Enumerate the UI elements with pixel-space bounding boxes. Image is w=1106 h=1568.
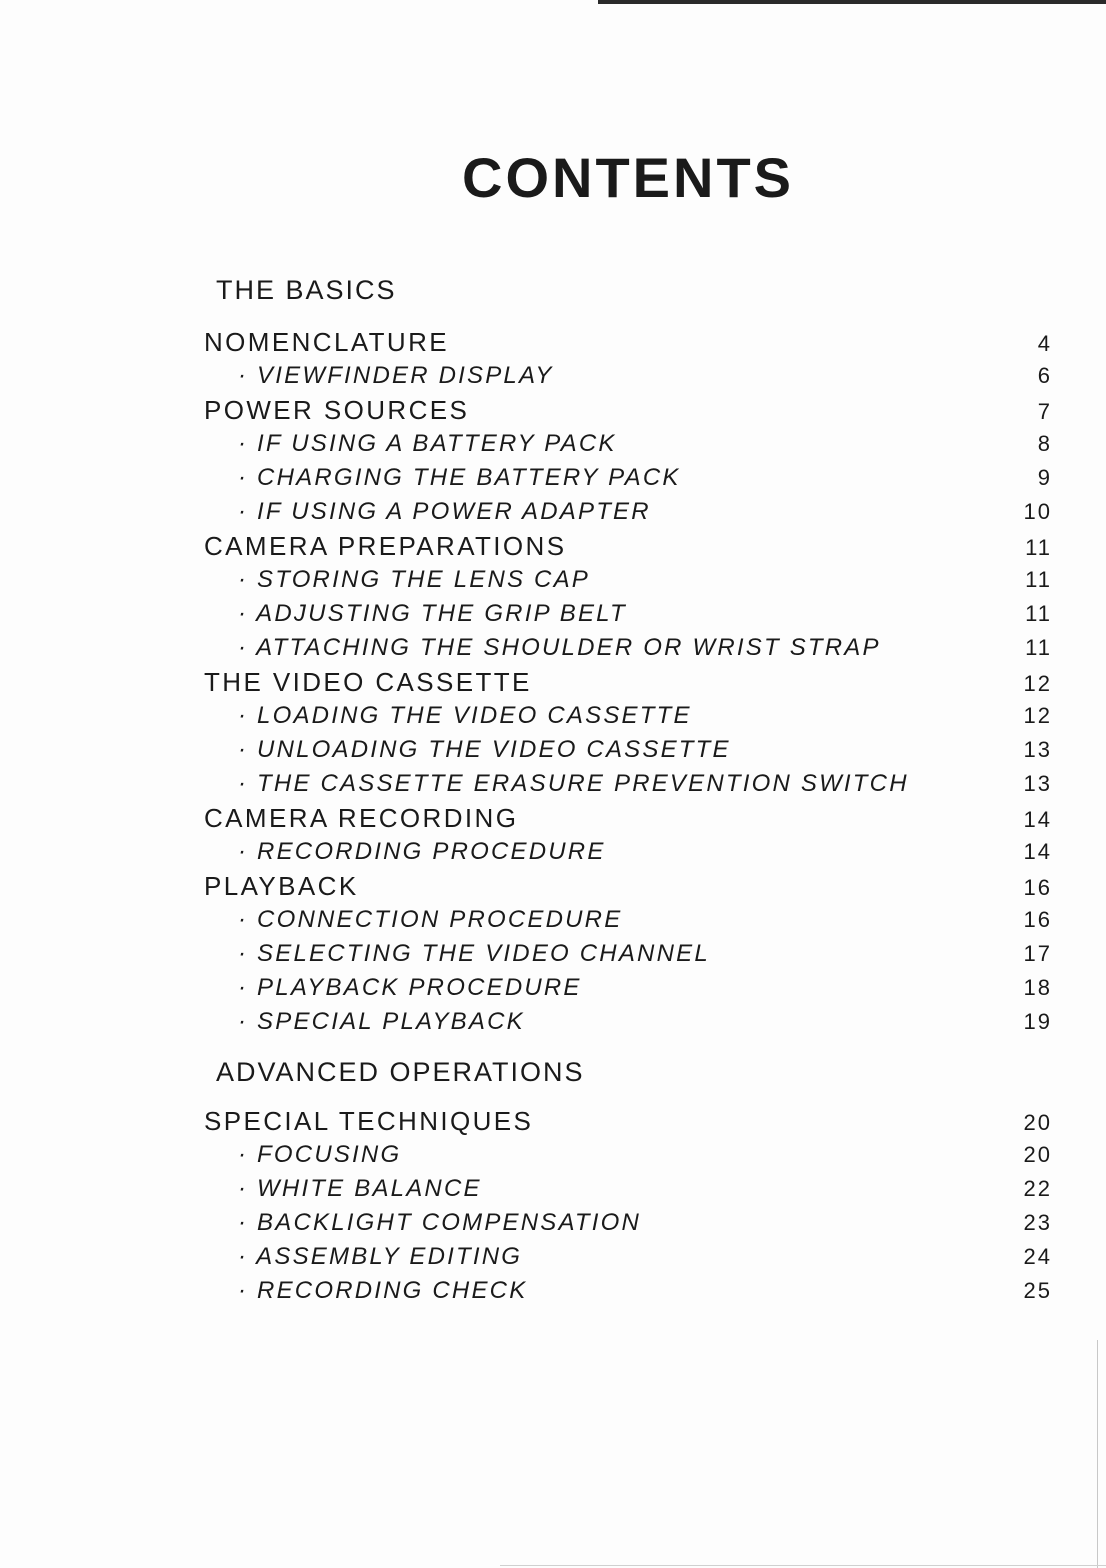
toc-subentry — [204, 427, 1052, 461]
entry-title: · STORING THE LENS CAP — [238, 566, 591, 593]
entry-title: · FOCUSING — [238, 1141, 402, 1168]
page-number: 13 — [1023, 771, 1052, 796]
right-edge-rule — [1097, 1340, 1098, 1568]
toc-subentry — [204, 359, 1052, 393]
page-number: 11 — [1025, 635, 1052, 660]
toc-subentry — [204, 733, 1052, 767]
toc-subentry — [204, 563, 1052, 597]
page-number: 11 — [1025, 601, 1052, 626]
page-number: 4 — [1037, 331, 1052, 356]
toc-subentry — [204, 1206, 1052, 1240]
page-number: 7 — [1037, 399, 1052, 424]
toc-subentry — [204, 767, 1052, 801]
page-number: 16 — [1023, 907, 1052, 932]
entry-title: · WHITE BALANCE — [238, 1175, 482, 1202]
entry-title: · CONNECTION PROCEDURE — [238, 906, 623, 933]
page-number: 13 — [1023, 737, 1052, 762]
page-number: 22 — [1023, 1176, 1052, 1201]
entry-title: · ADJUSTING THE GRIP BELT — [238, 600, 627, 627]
entry-title: CAMERA RECORDING — [204, 803, 519, 833]
page-number: 12 — [1023, 703, 1052, 728]
toc-subentry — [204, 971, 1052, 1005]
section-heading: ADVANCED OPERATIONS — [216, 1057, 585, 1087]
toc-subentry — [204, 495, 1052, 529]
entry-title: · THE CASSETTE ERASURE PREVENTION SWITCH — [238, 770, 909, 797]
entry-title: POWER SOURCES — [204, 395, 470, 425]
toc-subentry — [204, 631, 1052, 665]
page-number: 17 — [1023, 941, 1052, 966]
toc-entry — [204, 325, 1052, 359]
page-number: 10 — [1023, 499, 1052, 524]
toc-entry — [204, 665, 1052, 699]
page-title: CONTENTS — [462, 146, 794, 209]
section-heading: THE BASICS — [216, 275, 397, 305]
toc-subentry — [204, 1274, 1052, 1308]
page-number: 19 — [1023, 1009, 1052, 1034]
bottom-edge-rule — [500, 1565, 1106, 1566]
toc-entry — [204, 1104, 1052, 1138]
table-of-contents — [204, 270, 1052, 1308]
toc-subentry — [204, 597, 1052, 631]
entry-title: · SPECIAL PLAYBACK — [238, 1008, 525, 1035]
page-number: 14 — [1023, 807, 1052, 832]
entry-title: · ATTACHING THE SHOULDER OR WRIST STRAP — [238, 634, 881, 661]
page-number: 20 — [1023, 1142, 1052, 1167]
page-number: 14 — [1023, 839, 1052, 864]
top-edge-rule — [598, 0, 1106, 4]
page-number: 11 — [1025, 535, 1052, 560]
entry-title: · VIEWFINDER DISPLAY — [238, 362, 554, 389]
entry-title: THE VIDEO CASSETTE — [204, 667, 532, 697]
page-number: 16 — [1023, 875, 1052, 900]
toc-entry — [204, 801, 1052, 835]
page-number: 9 — [1037, 465, 1052, 490]
toc-subentry — [204, 461, 1052, 495]
toc-subentry — [204, 903, 1052, 937]
page-number: 8 — [1037, 431, 1052, 456]
entry-title: PLAYBACK — [204, 871, 359, 901]
entry-title: · PLAYBACK PROCEDURE — [238, 974, 582, 1001]
page-number: 6 — [1037, 363, 1052, 388]
toc-subentry — [204, 835, 1052, 869]
entry-title: · BACKLIGHT COMPENSATION — [238, 1209, 642, 1236]
page-number: 25 — [1023, 1278, 1052, 1303]
entry-title: NOMENCLATURE — [204, 327, 450, 357]
page-number: 23 — [1023, 1210, 1052, 1235]
page-number: 12 — [1023, 671, 1052, 696]
page-number: 18 — [1023, 975, 1052, 1000]
toc-subentry — [204, 1240, 1052, 1274]
entry-title: · IF USING A POWER ADAPTER — [238, 498, 651, 525]
entry-title: · RECORDING PROCEDURE — [238, 838, 606, 865]
toc-subentry — [204, 1172, 1052, 1206]
toc-subentry — [204, 937, 1052, 971]
entry-title: CAMERA PREPARATIONS — [204, 531, 567, 561]
entry-title: · UNLOADING THE VIDEO CASSETTE — [238, 736, 731, 763]
toc-subentry — [204, 1005, 1052, 1039]
entry-title: · IF USING A BATTERY PACK — [238, 430, 617, 457]
entry-title: · SELECTING THE VIDEO CHANNEL — [238, 940, 710, 967]
page-number: 11 — [1025, 567, 1052, 592]
entry-title: SPECIAL TECHNIQUES — [204, 1106, 534, 1136]
toc-entry — [204, 529, 1052, 563]
toc-subentry — [204, 699, 1052, 733]
page-number: 24 — [1023, 1244, 1052, 1269]
entry-title: · LOADING THE VIDEO CASSETTE — [238, 702, 692, 729]
entry-title: · ASSEMBLY EDITING — [238, 1243, 523, 1270]
toc-subentry — [204, 1138, 1052, 1172]
toc-entry — [204, 393, 1052, 427]
toc-entry — [204, 869, 1052, 903]
page-number: 20 — [1023, 1110, 1052, 1135]
entry-title: · RECORDING CHECK — [238, 1277, 528, 1304]
entry-title: · CHARGING THE BATTERY PACK — [238, 464, 681, 491]
